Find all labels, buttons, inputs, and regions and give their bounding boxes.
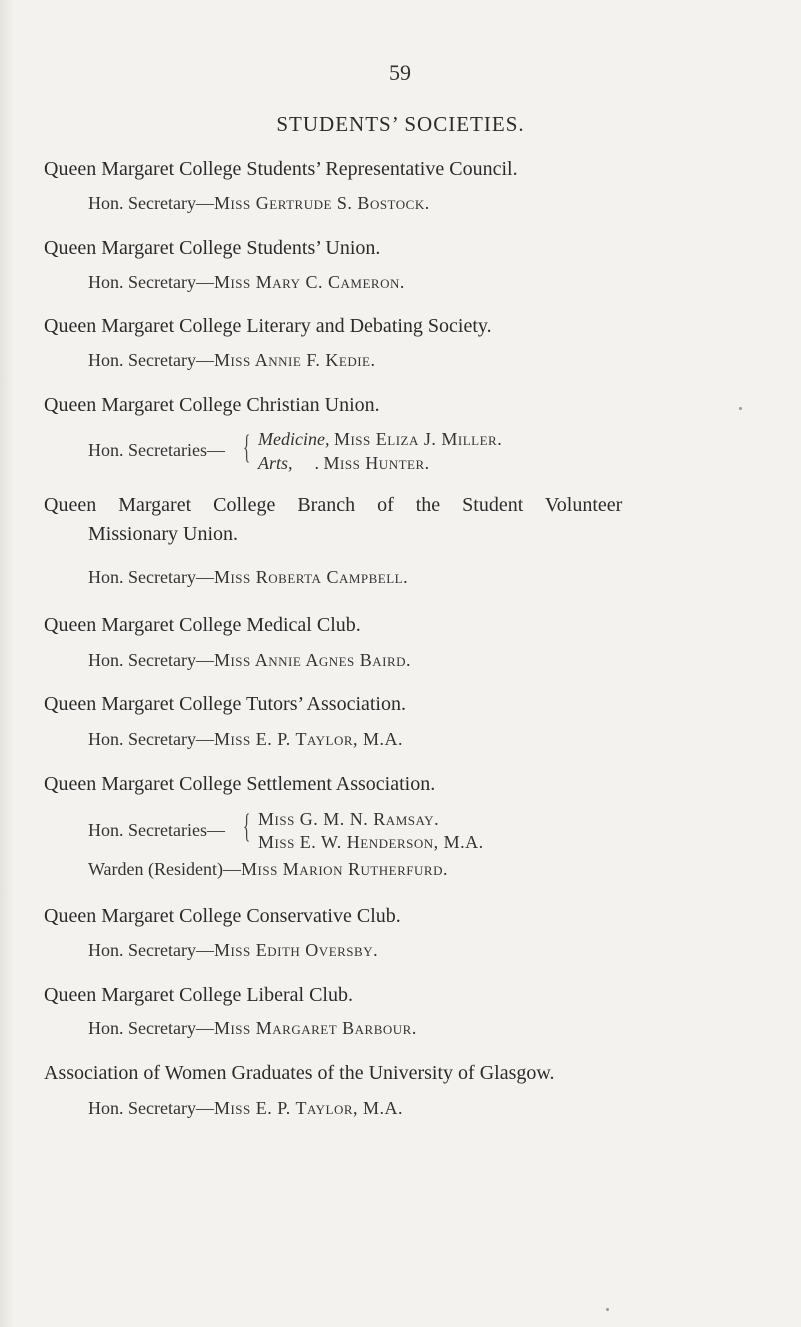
page-number: 59 xyxy=(389,60,411,85)
society-officer xyxy=(88,567,408,588)
officer-role: Hon. Secretary— xyxy=(88,650,214,670)
society-name: Queen Margaret College Settlement Association. xyxy=(44,773,436,795)
page-edge-shadow xyxy=(0,0,14,1327)
society-name: Queen Margaret College Liberal Club. xyxy=(44,984,353,1006)
society-officer xyxy=(258,453,430,474)
officer-name: Miss Roberta Campbell. xyxy=(213,567,409,587)
brace-symbol: { xyxy=(243,808,251,845)
society-name xyxy=(44,494,801,517)
officer-name: Miss Gertrude S. Bostock. xyxy=(213,193,430,213)
society-name: Queen Margaret College Tutors’ Association. xyxy=(44,693,406,715)
society-name: Queen Margaret College Conservative Club. xyxy=(44,905,401,927)
warden-role: Warden (Resident)— xyxy=(88,859,241,879)
society-name-line: Queen Margaret College Branch of the Student Volunteer xyxy=(44,494,623,516)
officer-role: Hon. Secretary— xyxy=(88,272,214,292)
society-officer xyxy=(88,859,448,880)
officer-role: Hon. Secretary— xyxy=(88,350,214,370)
society-officer xyxy=(88,193,430,214)
officer-name: Miss E. P. Taylor, M.A. xyxy=(213,1098,404,1118)
society-officer xyxy=(88,940,378,961)
society-officer xyxy=(88,650,411,671)
society-officer xyxy=(88,1018,417,1039)
officer-name: Miss Eliza J. Miller. xyxy=(333,429,503,449)
officer-name: Miss E. W. Henderson, M.A. xyxy=(258,832,484,852)
officer-role: Hon. Secretary— xyxy=(88,193,214,213)
society-name: Queen Margaret College Literary and Debating Society. xyxy=(44,315,492,337)
officer-name: Miss Edith Oversby. xyxy=(213,940,379,960)
officer-role: Hon. Secretaries— xyxy=(88,820,225,840)
page-title: STUDENTS’ SOCIETIES. xyxy=(276,112,525,136)
society-name: Queen Margaret College Medical Club. xyxy=(44,614,361,636)
society-name: Queen Margaret College Students’ Representative Council. xyxy=(44,158,518,180)
society-officer xyxy=(258,429,502,450)
warden-name: Miss Marion Rutherfurd. xyxy=(241,859,448,879)
margin-speck xyxy=(739,407,742,410)
officer-role: Hon. Secretary— xyxy=(88,567,214,587)
society-name-continued: Missionary Union. xyxy=(88,523,238,545)
society-name: Queen Margaret College Christian Union. xyxy=(44,394,380,416)
society-officer xyxy=(88,272,405,293)
officer-role: Hon. Secretary— xyxy=(88,940,214,960)
margin-speck xyxy=(606,1308,609,1311)
society-name: Association of Women Graduates of the University of Glasgow. xyxy=(44,1062,555,1084)
officer-faculty: Medicine, xyxy=(258,429,330,449)
officer-name: Miss Hunter. xyxy=(323,453,430,473)
officer-name: Miss Margaret Barbour. xyxy=(213,1018,417,1038)
officer-name: Miss G. M. N. Ramsay. xyxy=(258,809,440,829)
society-officer xyxy=(88,350,375,371)
officer-faculty: Arts, xyxy=(258,453,293,473)
society-officer xyxy=(88,729,403,750)
society-officer xyxy=(88,1098,403,1119)
officer-role: Hon. Secretaries— xyxy=(88,440,225,460)
officer-role: Hon. Secretary— xyxy=(88,1098,214,1118)
officer-role: Hon. Secretary— xyxy=(88,1018,214,1038)
society-name: Queen Margaret College Students’ Union. xyxy=(44,237,381,259)
brace-symbol: { xyxy=(243,429,251,466)
officer-separator: . xyxy=(314,453,320,473)
officer-name: Miss Annie Agnes Baird. xyxy=(213,650,412,670)
officer-name: Miss Mary C. Cameron. xyxy=(213,272,405,292)
officer-name: Miss Annie F. Kedie. xyxy=(213,350,376,370)
officer-role: Hon. Secretary— xyxy=(88,729,214,749)
officer-name: Miss E. P. Taylor, M.A. xyxy=(213,729,404,749)
